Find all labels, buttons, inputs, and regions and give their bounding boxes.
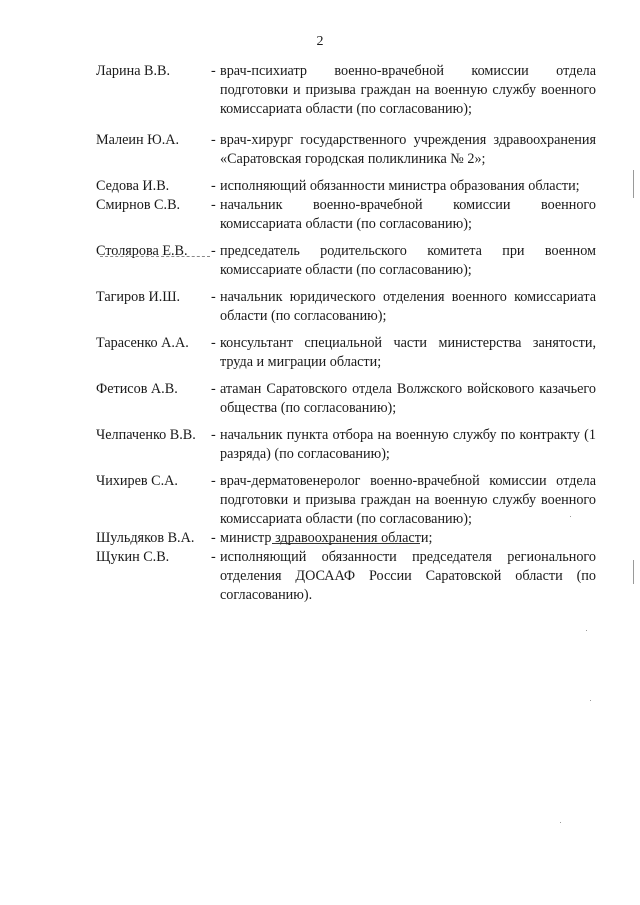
dash-mark: - (211, 132, 216, 148)
dash-mark: - (211, 549, 216, 565)
scan-speck (590, 700, 591, 701)
member-role (211, 548, 596, 605)
commission-members-list (96, 62, 596, 605)
member-role (211, 196, 596, 234)
member-role-text: министр здравоохранения области; (220, 530, 433, 546)
dash-mark: - (211, 197, 216, 213)
dash-mark: - (211, 381, 216, 397)
member-name: Столярова Е.В. (96, 243, 188, 259)
member-name: Ларина В.В. (96, 63, 171, 79)
member-role-text: консультант специальной части министерства занятости, труда и миграции области; (220, 335, 596, 370)
scan-edge-mark (633, 170, 634, 198)
member-role (211, 242, 596, 280)
member-name: Шульдяков В.А. (96, 530, 195, 546)
member-row (96, 426, 596, 464)
member-name: Щукин С.В. (96, 549, 170, 565)
member-role-text: исполняющий обязанности министра образования области; (220, 178, 580, 194)
member-name: Малеин Ю.А. (96, 132, 180, 148)
member-role (211, 62, 596, 119)
member-role (211, 288, 596, 326)
scan-speck (586, 630, 587, 631)
scan-speck (570, 516, 571, 517)
member-role-text: атаман Саратовского отдела Волжского войскового казачьего общества (по согласованию); (220, 381, 596, 416)
member-row (96, 177, 596, 196)
member-role-text: врач-хирург государственного учреждения здравоохранения «Саратовская городская поликлиника № 2»; (220, 132, 596, 167)
member-role (211, 426, 596, 464)
member-row (96, 472, 596, 529)
dash-mark: - (211, 178, 216, 194)
member-role-text: врач-дерматовенеролог военно-врачебной комиссии отдела подготовки и призыва граждан на военную службу военного комиссариата области (по согласованию); (220, 473, 596, 527)
member-name: Челпаченко В.В. (96, 427, 196, 443)
member-role (211, 380, 596, 418)
member-row (96, 548, 596, 605)
dash-mark: - (211, 530, 216, 546)
dash-mark: - (211, 243, 216, 259)
dash-mark: - (211, 289, 216, 305)
member-name: Смирнов С.В. (96, 197, 181, 213)
member-row (96, 334, 596, 372)
member-role-text: начальник пункта отбора на военную службу по контракту (1 разряда) (по согласованию); (220, 427, 596, 462)
member-row (96, 380, 596, 418)
member-name: Чихирев С.А. (96, 473, 178, 489)
member-name: Тарасенко А.А. (96, 335, 189, 351)
dash-mark: - (211, 335, 216, 351)
member-name: Тагиров И.Ш. (96, 289, 181, 305)
member-role (211, 334, 596, 372)
member-role-text: начальник военно-врачебной комиссии военного комиссариата области (по согласованию); (220, 197, 596, 232)
member-row (96, 529, 596, 548)
member-role-text: исполняющий обязанности председателя регионального отделения ДОСААФ России Саратовской области (по согласованию). (220, 549, 596, 603)
dash-mark: - (211, 63, 216, 79)
member-row (96, 288, 596, 326)
member-role (211, 529, 596, 548)
scan-speck (560, 822, 561, 823)
page-number: 2 (316, 34, 324, 49)
member-name: Седова И.В. (96, 178, 170, 194)
member-row (96, 242, 596, 280)
member-row (96, 196, 596, 234)
separator-line (272, 543, 420, 544)
scan-artifact-line (100, 256, 210, 257)
member-role-text: председатель родительского комитета при военном комиссариате области (по согласованию); (220, 243, 596, 278)
member-name: Фетисов А.В. (96, 381, 178, 397)
member-row (96, 131, 596, 169)
dash-mark: - (211, 473, 216, 489)
member-role-text: врач-психиатр военно-врачебной комиссии отдела подготовки и призыва граждан на военную службу военного комиссариата области (по согласованию); (220, 63, 596, 117)
member-role (211, 177, 596, 196)
scan-edge-mark (633, 560, 634, 584)
member-role-text: начальник юридического отделения военного комиссариата области (по согласованию); (220, 289, 596, 324)
member-role (211, 131, 596, 169)
dash-mark: - (211, 427, 216, 443)
member-role (211, 472, 596, 529)
member-row (96, 62, 596, 119)
